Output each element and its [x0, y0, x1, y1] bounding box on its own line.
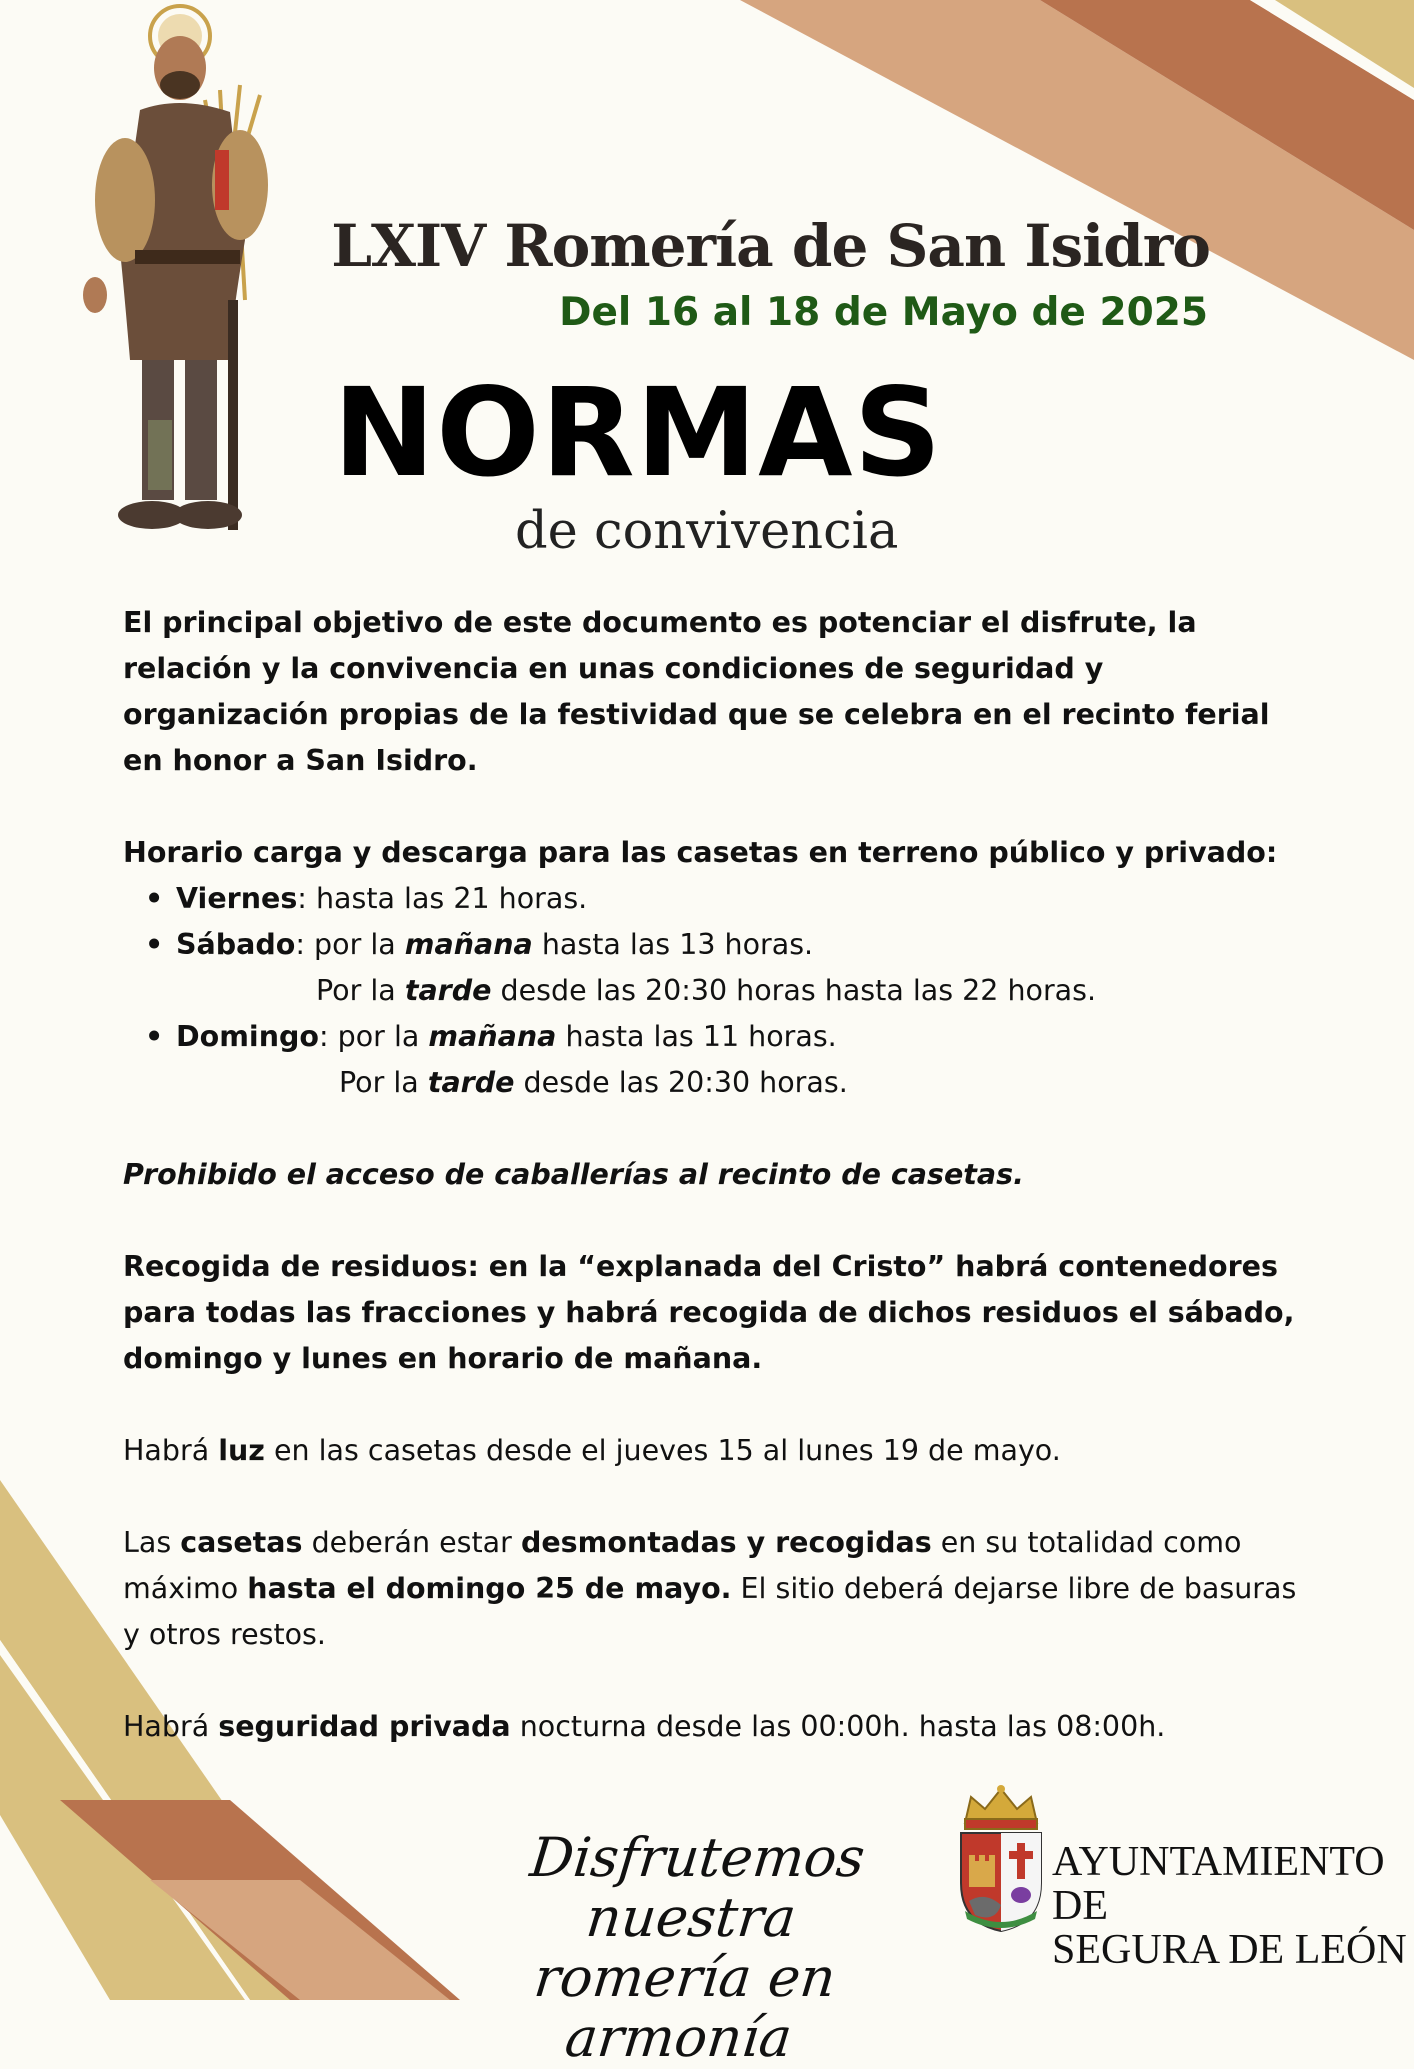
list-item-sabado [123, 922, 1303, 1014]
schedule-text: Por la [339, 1066, 428, 1099]
waste-paragraph: Recogida de residuos: en la “explanada del Cristo” habrá contenedores para todas las fracciones y habrá recogida de dichos residuos el sábado, domingo y lunes en horario de mañana. [123, 1250, 1295, 1375]
organizer-line: AYUNTAMIENTO DE [1052, 1839, 1385, 1929]
booths-paragraph: Las casetas deberán estar desmontadas y recogidas en su totalidad como máximo hasta el domingo 25 de mayo. El sitio deberá dejarse libre de basuras y otros restos. [123, 1526, 1297, 1651]
intro-paragraph: El principal objetivo de este documento es potenciar el disfrute, la relación y la convivencia en unas condiciones de seguridad y organización propias de la festividad que se celebra en el recinto ferial en honor a San Isidro. [123, 606, 1270, 777]
coat-of-arms-icon [955, 1783, 1047, 1933]
day-label: Viernes [176, 882, 298, 915]
slogan-line: romería en armonía [531, 1946, 839, 2069]
schedule-text: desde las 20:30 horas. [514, 1066, 848, 1099]
schedule-list [123, 876, 1303, 1106]
event-dates: Del 16 al 18 de Mayo de 2025 [559, 290, 1208, 335]
list-item-viernes [123, 876, 1303, 922]
page-subtitle: de convivencia [515, 502, 899, 561]
day-label: Domingo [176, 1020, 319, 1053]
light-paragraph: Habrá luz en las casetas desde el jueves 15 al lunes 19 de mayo. [123, 1434, 1061, 1467]
schedule-text: : por la [318, 1020, 429, 1053]
slogan [445, 1828, 930, 2068]
slogan-line: Disfrutemos nuestra [527, 1826, 868, 1949]
prohibition-notice: Prohibido el acceso de caballerías al recinto de casetas. [123, 1158, 1024, 1191]
list-item-domingo [123, 1014, 1303, 1106]
page-title: NORMAS [333, 362, 943, 504]
schedule-heading: Horario carga y descarga para las casetas en terreno público y privado: [123, 836, 1278, 869]
schedule-emphasis: mañana [404, 928, 533, 961]
schedule-emphasis: tarde [404, 974, 492, 1007]
day-label: Sábado [176, 928, 296, 961]
schedule-text: : por la [295, 928, 405, 961]
security-paragraph: Habrá seguridad privada nocturna desde las 00:00h. hasta las 08:00h. [123, 1710, 1166, 1743]
schedule-text: desde las 20:30 horas hasta las 22 horas. [491, 974, 1097, 1007]
schedule-text: Por la [316, 974, 405, 1007]
organizer-name [1052, 1840, 1414, 1972]
schedule-text: hasta las 11 horas. [556, 1020, 837, 1053]
schedule-text: : hasta las 21 horas. [297, 882, 588, 915]
rules-body [123, 600, 1303, 1796]
schedule-text: hasta las 13 horas. [532, 928, 814, 961]
organizer-line: SEGURA DE LEÓN [1052, 1927, 1407, 1973]
schedule-emphasis: mañana [428, 1020, 557, 1053]
schedule-emphasis: tarde [427, 1066, 515, 1099]
event-title: LXIV Romería de San Isidro [331, 212, 1210, 280]
